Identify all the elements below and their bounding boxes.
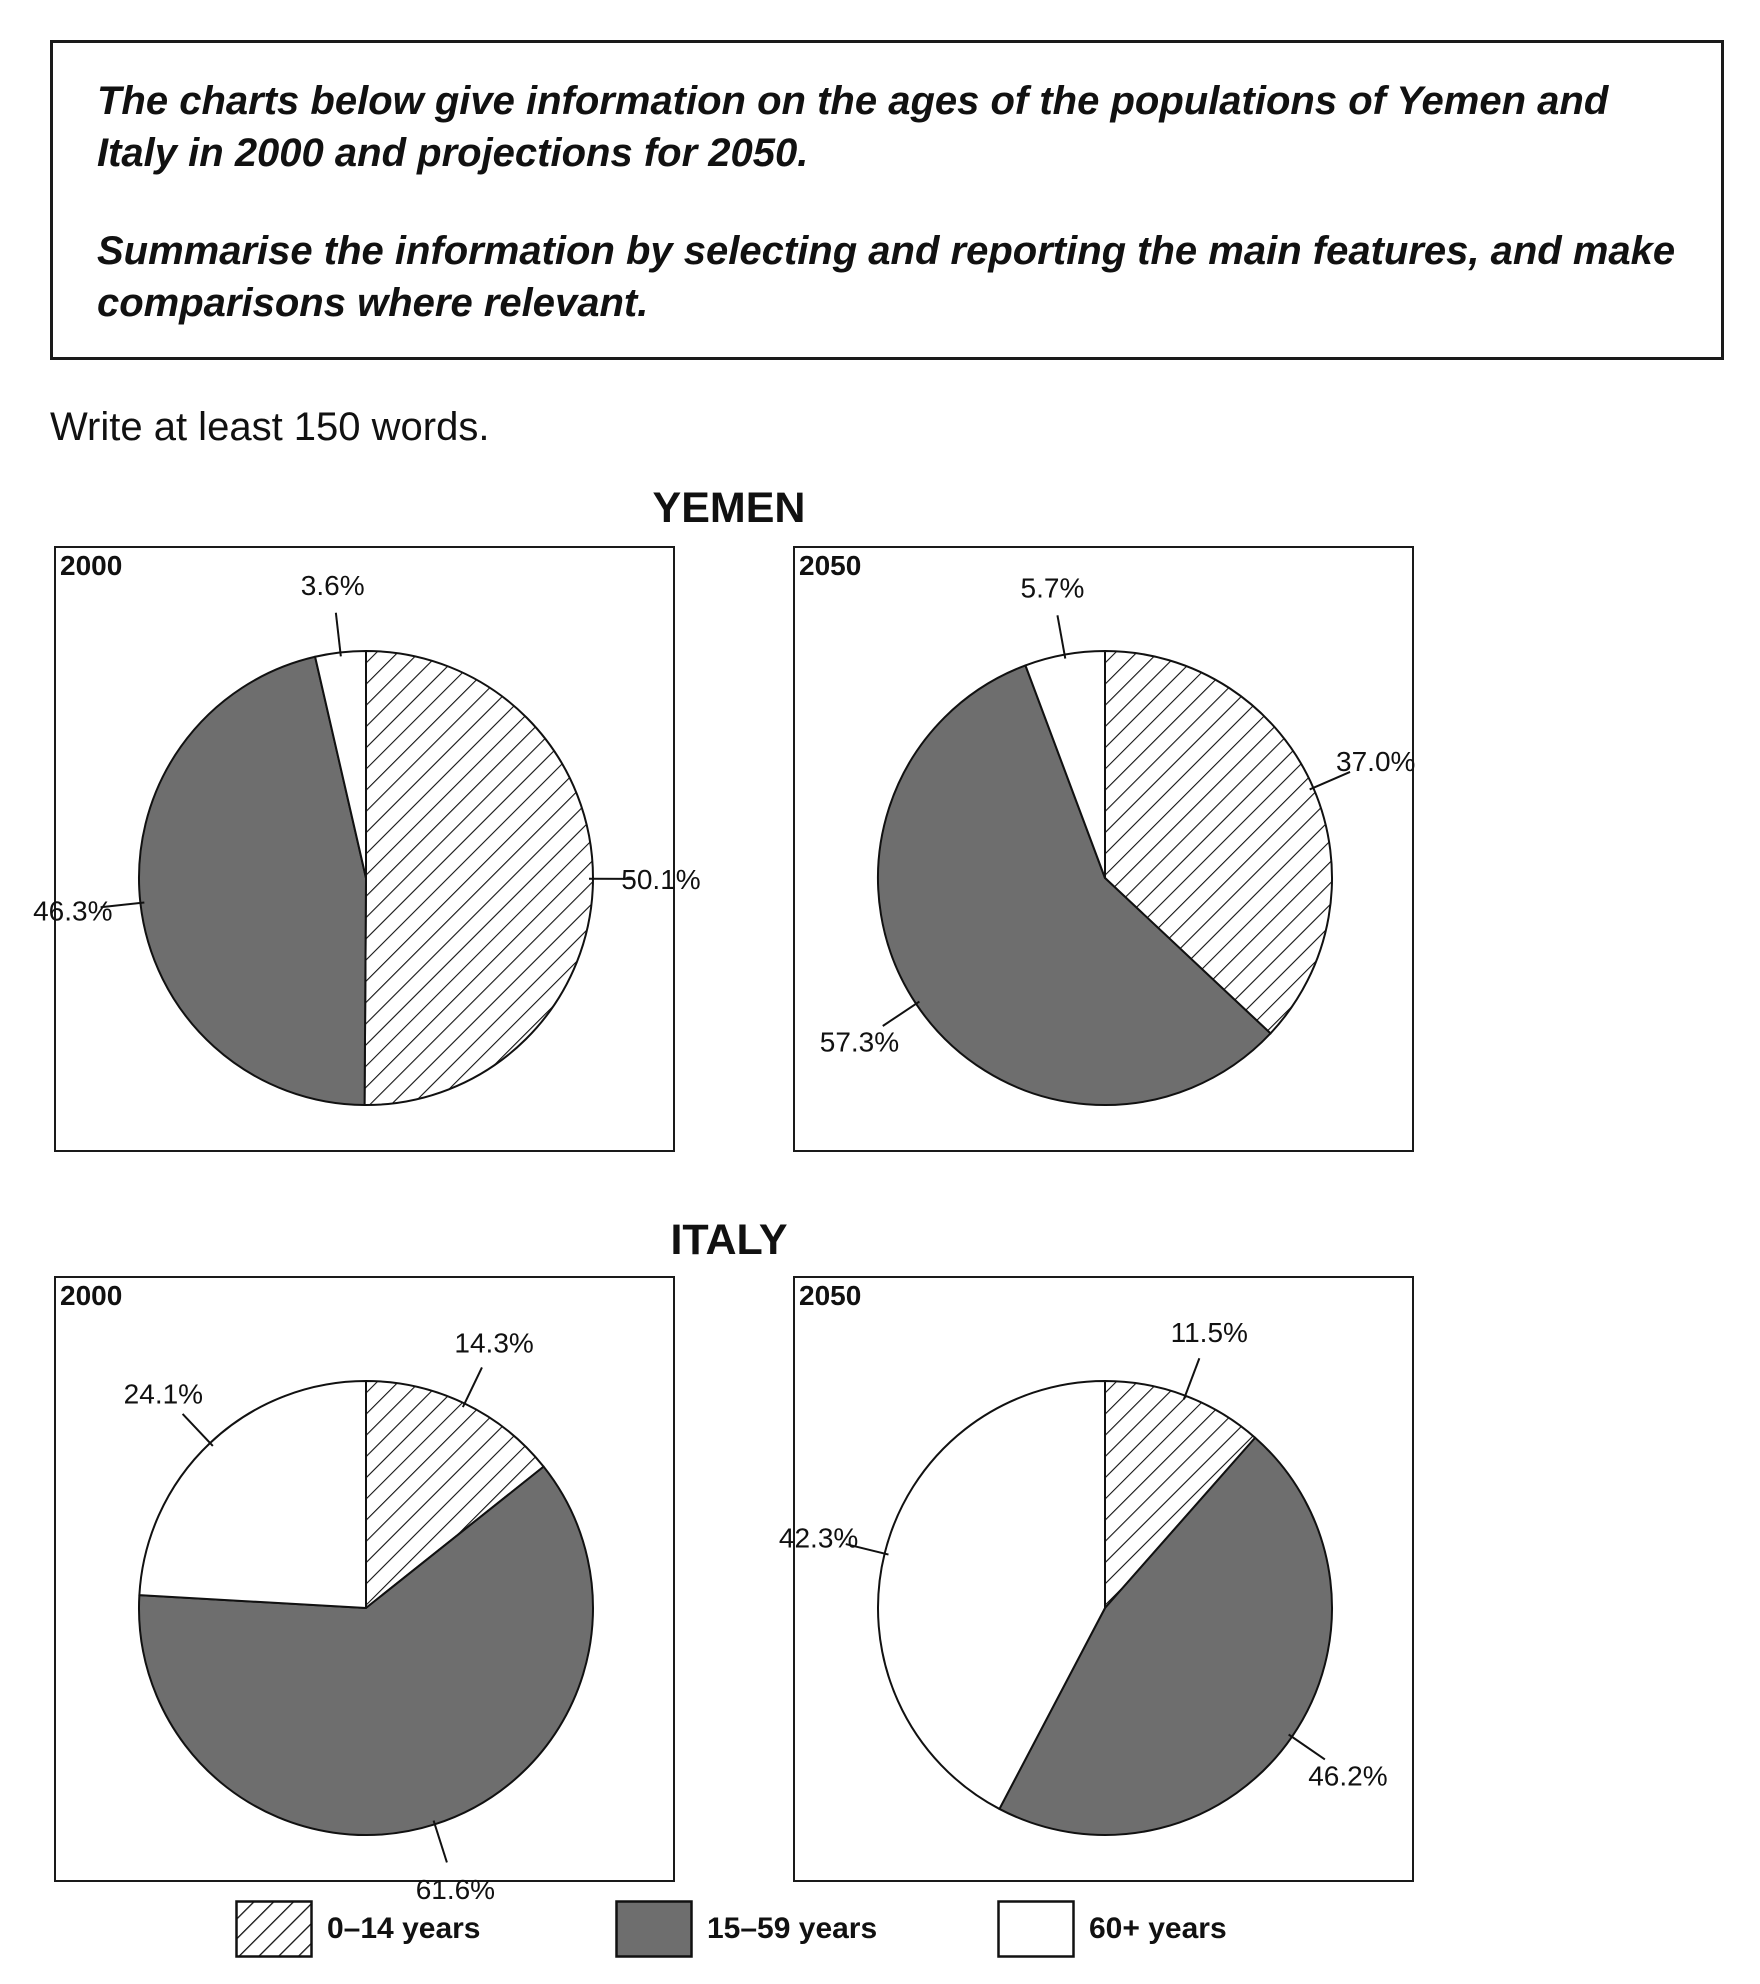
- leader-line-60+: [1057, 615, 1065, 658]
- data-label-15-59: 57.3%: [819, 1026, 900, 1058]
- data-label-60+: 24.1%: [123, 1378, 204, 1410]
- pie-panel-yemen-2050: [793, 546, 1414, 1152]
- pie-chart-italy-2000: [56, 1278, 677, 1906]
- leader-line-15-59: [434, 1821, 447, 1863]
- legend-label-15-59: 15–59 years: [707, 1912, 878, 1945]
- pie-panel-italy-2000: [54, 1276, 675, 1906]
- leader-line-15-59: [883, 1002, 920, 1026]
- task-box: [50, 40, 1724, 360]
- data-label-0-14: 11.5%: [1170, 1317, 1248, 1349]
- data-label-60+: 3.6%: [300, 569, 365, 601]
- legend: [0, 1900, 1760, 1970]
- grey-swatch-icon: [615, 1900, 693, 1960]
- leader-line-15-59: [1289, 1735, 1325, 1760]
- word-count-instruction: Write at least 150 words.: [50, 405, 490, 449]
- italy-title: ITALY: [670, 1216, 788, 1264]
- year-label: 2000: [60, 550, 123, 581]
- pie-slice-0-14: [365, 651, 593, 1105]
- data-label-0-14: 37.0%: [1336, 745, 1416, 777]
- yemen-title: YEMEN: [652, 484, 806, 532]
- data-label-15-59: 46.2%: [1308, 1760, 1388, 1792]
- pie-chart-yemen-2050: [795, 548, 1416, 1154]
- data-label-60+: 5.7%: [1020, 572, 1085, 604]
- data-label-15-59: 46.3%: [33, 895, 113, 927]
- data-label-60+: 42.3%: [778, 1522, 859, 1554]
- leader-line-60+: [336, 613, 341, 657]
- year-label: 2050: [799, 1280, 862, 1311]
- white-swatch-icon: [997, 1900, 1075, 1960]
- task-paragraph-1: The charts below give information on the ages of the populations of Yemen and Italy in 2000 and projections for 2050.: [97, 79, 1609, 175]
- data-label-0-14: 50.1%: [621, 863, 701, 895]
- pie-chart-italy-2050: [778, 1278, 1416, 1884]
- pie-panel-italy-2050: [778, 1276, 1414, 1882]
- pie-slice-60+: [139, 1381, 366, 1608]
- pie-panel-yemen-2000: [33, 546, 701, 1152]
- hatched-swatch-icon: [235, 1900, 313, 1960]
- data-label-15-59: 61.6%: [415, 1874, 496, 1906]
- data-label-0-14: 14.3%: [454, 1327, 534, 1359]
- leader-line-0-14: [463, 1367, 482, 1407]
- leader-line-0-14: [1184, 1358, 1200, 1399]
- leader-line-60+: [183, 1414, 213, 1446]
- pie-chart-yemen-2000: [33, 548, 701, 1154]
- task-paragraph-2: Summarise the information by selecting and reporting the main features, and make comparisons where relevant.: [97, 229, 1676, 325]
- legend-label-60-plus: 60+ years: [1089, 1912, 1227, 1945]
- year-label: 2050: [799, 550, 862, 581]
- legend-label-0-14: 0–14 years: [327, 1912, 481, 1945]
- year-label: 2000: [60, 1280, 123, 1311]
